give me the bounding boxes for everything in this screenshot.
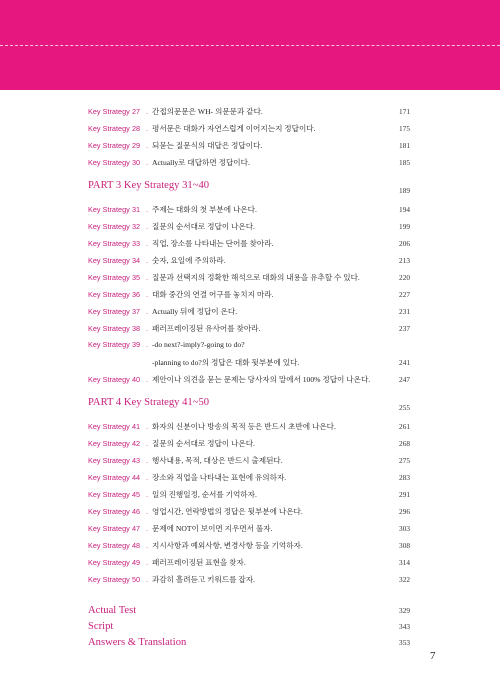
toc-entry[interactable]: Key Strategy 35 . 질문과 선택지의 정확한 해석으로 대화의 내용을 유추할 수 있다. 220: [88, 273, 410, 282]
key-strategy-label: Key Strategy: [88, 256, 130, 265]
part-page: 189: [399, 186, 410, 195]
entry-number: 48: [132, 541, 141, 550]
toc-entry[interactable]: Key Strategy 47 . 문제에 NOT이 보이면 지우면서 풀자. 303: [88, 524, 410, 533]
toc-entry[interactable]: Key Strategy 43 . 행사내용, 목적, 대상은 반드시 출제된다. 275: [88, 456, 410, 465]
key-strategy-label: Key Strategy: [88, 507, 130, 516]
entry-page: 237: [399, 324, 410, 333]
entry-page: 296: [399, 507, 410, 516]
entry-number: 30: [132, 158, 141, 167]
toc-entry[interactable]: Key Strategy 50 . 과감히 흘려듣고 키워드를 잡자. 322: [88, 575, 410, 584]
entry-number: 32: [132, 222, 141, 231]
entry-page: 206: [399, 239, 410, 248]
entry-title: 되묻는 질문식의 대답은 정답이다.: [152, 141, 263, 150]
key-strategy-label: Key Strategy: [88, 290, 130, 299]
entry-number: 39: [132, 340, 141, 349]
entry-title: 패러프레이징된 유사어를 찾아라.: [152, 324, 261, 333]
toc-entry[interactable]: Key Strategy 30 . Actually로 대답하면 정답이다. 185: [88, 158, 410, 167]
entry-title: 과감히 흘려듣고 키워드를 잡자.: [152, 575, 255, 584]
entry-page: 308: [399, 541, 410, 550]
toc-entry[interactable]: Key Strategy 37 . Actually 뒤에 정답이 온다. 231: [88, 307, 410, 316]
part-title: PART 4 Key Strategy 41~50: [88, 397, 210, 408]
entry-title: -do next?-imply?-going to do?: [152, 340, 245, 349]
toc-entry[interactable]: Key Strategy 49 . 패러프레이징된 표현을 찾자. 314: [88, 558, 410, 567]
entry-page: 171: [399, 107, 410, 116]
entry-number: 36: [132, 290, 141, 299]
entry-page: 261: [399, 422, 410, 431]
entry-page: 227: [399, 290, 410, 299]
entry-title: Actually로 대답하면 정답이다.: [152, 158, 250, 167]
entry-page: 322: [399, 575, 410, 584]
entry-title: 평서문은 대화가 자연스럽게 이어지는지 정답이다.: [152, 124, 316, 133]
entry-title: 직업, 장소를 나타내는 단어를 찾아라.: [152, 239, 274, 248]
entry-number: 27: [132, 107, 141, 116]
key-strategy-label: Key Strategy: [88, 124, 130, 133]
entry-title: 지시사항과 예외사항, 변경사항 등을 기억하자.: [152, 541, 303, 550]
toc-entry[interactable]: Key Strategy 29 . 되묻는 질문식의 대답은 정답이다. 181: [88, 141, 410, 150]
key-strategy-label: Key Strategy: [88, 340, 130, 349]
key-strategy-label: Key Strategy: [88, 239, 130, 248]
toc-entry[interactable]: Key Strategy 48 . 지시사항과 예외사항, 변경사항 등을 기억하자. 308: [88, 541, 410, 550]
toc-section-answers[interactable]: [88, 637, 410, 653]
entry-number: 29: [132, 141, 141, 150]
toc-entry[interactable]: Key Strategy 39 . -do next?-imply?-going to do?: [88, 340, 410, 357]
entry-title: 질문과 선택지의 정확한 해석으로 대화의 내용을 유추할 수 있다.: [152, 273, 360, 282]
toc-entry[interactable]: Key Strategy 42 . 질문의 순서대로 정답이 나온다. 268: [88, 439, 410, 448]
entry-title: 제안이나 의견을 묻는 문제는 당사자의 말에서 100% 정답이 나온다.: [152, 375, 371, 384]
entry-number: 37: [132, 307, 141, 316]
key-strategy-label: Key Strategy: [88, 158, 130, 167]
toc-entry[interactable]: Key Strategy 33 . 직업, 장소를 나타내는 단어를 찾아라. 206: [88, 239, 410, 248]
entry-page: 199: [399, 222, 410, 231]
entry-title: 질문의 순서대로 정답이 나온다.: [152, 439, 255, 448]
entry-title: 영업시간, 연락방법의 정답은 뒷부분에 나온다.: [152, 507, 303, 516]
toc-entry[interactable]: Key Strategy 41 . 화자의 신분이나 방송의 목적 등은 반드시 초반에 나온다. 261: [88, 422, 410, 431]
entry-number: 28: [132, 124, 141, 133]
entry-number: 49: [132, 558, 141, 567]
toc-entry[interactable]: Key Strategy 32 . 질문의 순서대로 정답이 나온다. 199: [88, 222, 410, 231]
key-strategy-label: Key Strategy: [88, 375, 130, 384]
entry-number: 33: [132, 239, 141, 248]
part-title: PART 3 Key Strategy 31~40: [88, 180, 210, 191]
entry-title: 일의 진행일정, 순서를 기억하자.: [152, 490, 257, 499]
entry-title: 대화 중간의 연결 어구를 놓치지 마라.: [152, 290, 274, 299]
entry-title: 주제는 대화의 첫 부분에 나온다.: [152, 205, 257, 214]
page-number: 7: [430, 650, 436, 662]
header-band: [0, 0, 500, 90]
entry-page: 291: [399, 490, 410, 499]
entry-page: 175: [399, 124, 410, 133]
entry-number: 31: [132, 205, 141, 214]
toc-entry[interactable]: Key Strategy 46 . 영업시간, 연락방법의 정답은 뒷부분에 나온다. 296: [88, 507, 410, 516]
entry-number: 38: [132, 324, 141, 333]
entry-title: Actually 뒤에 정답이 온다.: [152, 307, 238, 316]
key-strategy-label: Key Strategy: [88, 490, 130, 499]
table-of-contents: [88, 106, 410, 653]
entry-title: 질문의 순서대로 정답이 나온다.: [152, 222, 255, 231]
entry-page: 213: [399, 256, 410, 265]
entry-title-continued: -planning to do?의 정답은 대화 뒷부분에 있다.: [152, 358, 300, 367]
key-strategy-label: Key Strategy: [88, 324, 130, 333]
entry-number: 47: [132, 524, 141, 533]
entry-title: 숫자, 요일에 주의하라.: [152, 256, 226, 265]
entry-page: 181: [399, 141, 410, 150]
entry-title: 화자의 신분이나 방송의 목적 등은 반드시 초반에 나온다.: [152, 422, 336, 431]
entry-title: 장소와 직업을 나타내는 표현에 유의하자.: [152, 473, 287, 482]
entry-page: 241: [399, 358, 410, 367]
key-strategy-label: Key Strategy: [88, 307, 130, 316]
toc-group-part2-tail: [88, 106, 410, 174]
entry-page: 185: [399, 158, 410, 167]
toc-entry[interactable]: Key Strategy 40 . 제안이나 의견을 묻는 문제는 당사자의 말에서 100% 정답이 나온다. 247: [88, 375, 410, 384]
key-strategy-label: Key Strategy: [88, 558, 130, 567]
key-strategy-label: Key Strategy: [88, 439, 130, 448]
key-strategy-label: Key Strategy: [88, 575, 130, 584]
entry-title: 간접의문문은 WH- 의문문과 같다.: [152, 107, 263, 116]
entry-number: 41: [132, 422, 141, 431]
entry-number: 46: [132, 507, 141, 516]
key-strategy-label: Key Strategy: [88, 141, 130, 150]
toc-entry[interactable]: Key Strategy 38 . 패러프레이징된 유사어를 찾아라. 237: [88, 324, 410, 333]
section-page: 343: [399, 622, 410, 631]
entry-page: 220: [399, 273, 410, 282]
key-strategy-label: Key Strategy: [88, 456, 130, 465]
toc-entry[interactable]: Key Strategy 45 . 일의 진행일정, 순서를 기억하자. 291: [88, 490, 410, 499]
key-strategy-label: Key Strategy: [88, 222, 130, 231]
entry-page: 268: [399, 439, 410, 448]
part3-heading[interactable]: [88, 180, 410, 204]
section-title: Script: [88, 621, 114, 632]
toc-group-part4: [88, 421, 410, 591]
entry-page: 231: [399, 307, 410, 316]
toc-group-part3: [88, 204, 410, 391]
toc-entry[interactable]: Key Strategy 31 . 주제는 대화의 첫 부분에 나온다. 194: [88, 205, 410, 214]
key-strategy-label: Key Strategy: [88, 524, 130, 533]
entry-number: 34: [132, 256, 141, 265]
entry-page: 303: [399, 524, 410, 533]
section-title: Answers & Translation: [88, 637, 187, 648]
key-strategy-label: Key Strategy: [88, 422, 130, 431]
key-strategy-label: Key Strategy: [88, 205, 130, 214]
section-page: 353: [399, 638, 410, 647]
entry-page: 283: [399, 473, 410, 482]
entry-number: 42: [132, 439, 141, 448]
section-title: Actual Test: [88, 605, 137, 616]
entry-page: 194: [399, 205, 410, 214]
entry-number: 45: [132, 490, 141, 499]
entry-number: 50: [132, 575, 141, 584]
header-dashed-line: [0, 45, 500, 46]
toc-entry[interactable]: Key Strategy 28 . 평서문은 대화가 자연스럽게 이어지는지 정답이다. 175: [88, 124, 410, 133]
toc-tail-sections: [88, 605, 410, 653]
toc-section-script[interactable]: [88, 621, 410, 637]
part4-heading[interactable]: [88, 397, 410, 421]
part-page: 255: [399, 403, 410, 412]
entry-number: 40: [132, 375, 141, 384]
entry-number: 35: [132, 273, 141, 282]
entry-number: 43: [132, 456, 141, 465]
entry-title: 패러프레이징된 표현을 찾자.: [152, 558, 246, 567]
entry-page: 247: [399, 375, 410, 384]
entry-title: 행사내용, 목적, 대상은 반드시 출제된다.: [152, 456, 283, 465]
key-strategy-label: Key Strategy: [88, 273, 130, 282]
toc-entry-continuation[interactable]: [88, 357, 410, 374]
toc-section-actual-test[interactable]: [88, 605, 410, 621]
entry-title: 문제에 NOT이 보이면 지우면서 풀자.: [152, 524, 273, 533]
toc-entry[interactable]: Key Strategy 44 . 장소와 직업을 나타내는 표현에 유의하자. 283: [88, 473, 410, 482]
key-strategy-label: Key Strategy: [88, 541, 130, 550]
entry-page: 275: [399, 456, 410, 465]
key-strategy-label: Key Strategy: [88, 107, 130, 116]
key-strategy-label: Key Strategy: [88, 473, 130, 482]
entry-number: 44: [132, 473, 141, 482]
toc-entry[interactable]: Key Strategy 27 . 간접의문문은 WH- 의문문과 같다. 171: [88, 107, 410, 116]
toc-entry[interactable]: Key Strategy 34 . 숫자, 요일에 주의하라. 213: [88, 256, 410, 265]
toc-entry[interactable]: Key Strategy 36 . 대화 중간의 연결 어구를 놓치지 마라. 227: [88, 290, 410, 299]
section-page: 329: [399, 606, 410, 615]
entry-page: 314: [399, 558, 410, 567]
